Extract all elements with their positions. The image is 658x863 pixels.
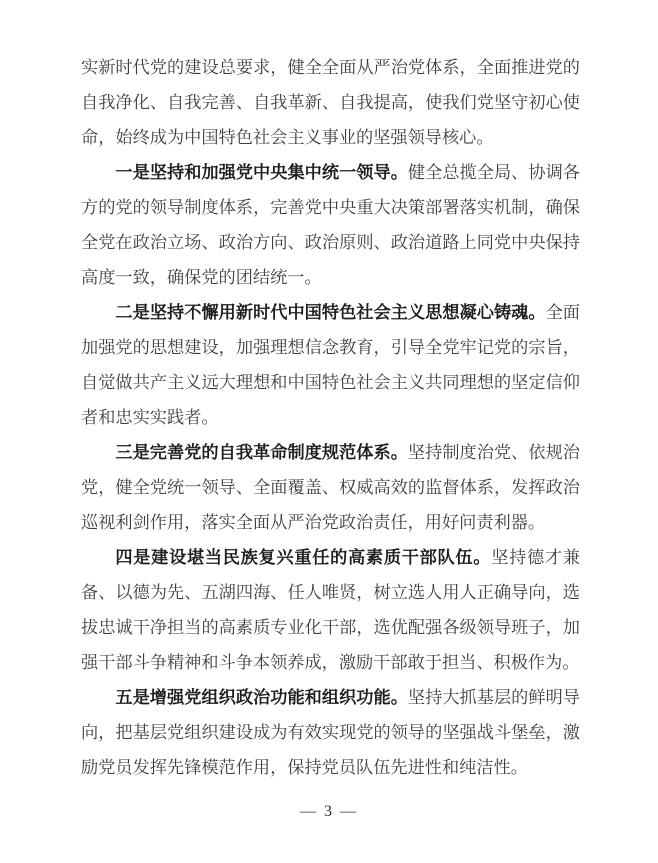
paragraph-text: 实新时代党的建设总要求，健全全面从严治党体系，全面推进党的自我净化、自我完善、自我革新、自我提高，使我们党坚守初心使命，始终成为中国特色社会主义事业的坚强领导核心。 [81, 58, 580, 147]
paragraph-point-3 [81, 435, 580, 540]
paragraph-text: 坚持德才兼备、以德为先、五湖四海、任人唯贤，树立选人用人正确导向，选拔忠诚干净担当的高素质专业化干部，选优配强各级领导班子，加强干部斗争精神和斗争本领养成，激励干部敢于担当、积极作为。 [81, 548, 580, 672]
paragraph-lead-bold: 三是完善党的自我革命制度规范体系。 [115, 442, 408, 462]
paragraph-text: 全面加强党的思想建设，加强理想信念教育，引导全党牢记党的宗旨，自觉做共产主义远大理想和中国特色社会主义共同理想的坚定信仰者和忠实实践者。 [81, 303, 580, 427]
page-number: — 3 — [300, 803, 358, 820]
paragraph-point-2 [81, 295, 580, 435]
paragraph-point-1 [81, 155, 580, 295]
paragraph-lead-bold: 一是坚持和加强党中央集中统一领导。 [115, 162, 408, 182]
paragraph-text: 健全总揽全局、协调各方的党的领导制度体系，完善党中央重大决策部署落实机制，确保全党在政治立场、政治方向、政治原则、政治道路上同党中央保持高度一致，确保党的团结统一。 [81, 163, 580, 287]
paragraph-lead-bold: 五是增强党组织政治功能和组织功能。 [115, 687, 408, 707]
paragraph-point-5 [81, 680, 580, 785]
page-footer [0, 800, 658, 824]
page-body-text [81, 50, 580, 785]
paragraph-point-4 [81, 540, 580, 680]
paragraph-opening [81, 50, 580, 155]
paragraph-text: 坚持大抓基层的鲜明导向，把基层党组织建设成为有效实现党的领导的坚强战斗堡垒，激励党员发挥先锋模范作用，保持党员队伍先进性和纯洁性。 [81, 688, 580, 777]
paragraph-lead-bold: 四是建设堪当民族复兴重任的高素质干部队伍。 [115, 547, 492, 567]
paragraph-text: 坚持制度治党、依规治党，健全党统一领导、全面覆盖、权威高效的监督体系，发挥政治巡视利剑作用，落实全面从严治党政治责任，用好问责利器。 [81, 443, 580, 532]
paragraph-lead-bold: 二是坚持不懈用新时代中国特色社会主义思想凝心铸魂。 [115, 302, 546, 322]
